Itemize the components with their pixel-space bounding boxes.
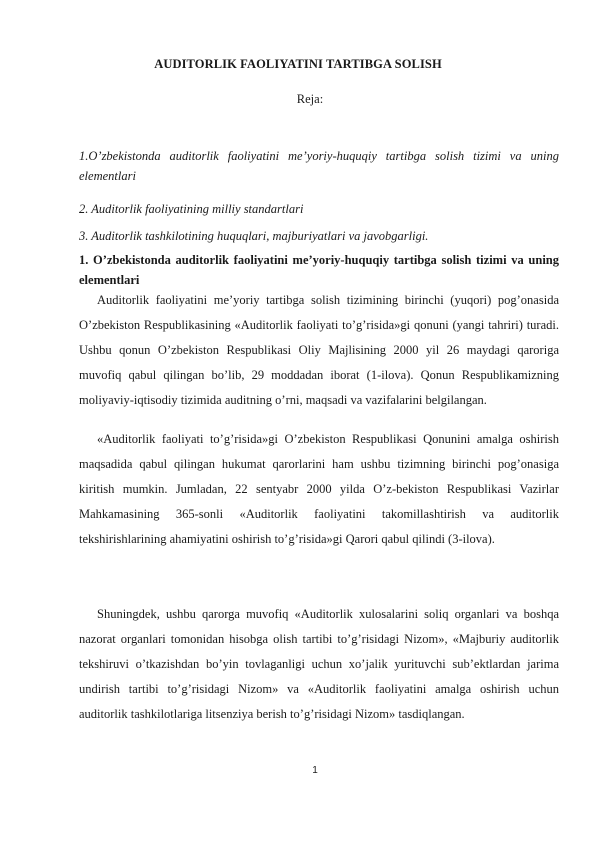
plan-heading: Reja: [296, 92, 324, 106]
body-paragraph-1: Auditorlik faoliyatini me’yoriy tartibga solish tizimining birinchi (yuqori) pog’onasida O’zbekiston Respublikasining «Auditorlik faoliyati to’g’risida»gi qonuni (yangi tahriri) turadi. Ushbu qonun O’zbekiston Respublikasi Oliy Majlisining 2000 yil 26 maydagi qaroriga muvofiq qabul qilingan bo’lib, 29 moddadan iborat (1-ilova). Qonun Respublikamizning moliyaviy-iqtisodiy tizimida auditning o’rni, maqsadi va vazifalarini belgilangan. [79, 293, 559, 407]
plan-item-1: 1.O’zbekistonda auditorlik faoliyatini me’yoriy-huquqiy tartibga solish tizimi va uning elementlari [79, 149, 559, 183]
plan-item-3: 3. Auditorlik tashkilotining huquqlari, majburiyatlari va javobgarligi. [79, 229, 429, 243]
section-heading: 1. O’zbekistonda auditorlik faoliyatini me’yoriy-huquqiy tartibga solish tizimi va uning elementlari [79, 253, 559, 287]
body-paragraph-2: «Auditorlik faoliyati to’g’risida»gi O’zbekiston Respublikasi Qonunini amalga oshirish maqsadida qabul qilingan hukumat qarorlarini ham ushbu tizimning birinchi pog’onasiga kiritish mumkin. Jumladan, 22 sentyabr 2000 yilda O’z-bekiston Respublikasi Vazirlar Mahkamasining 365-sonli «Auditorlik faoliyatini takomillashtirish va auditorlik tekshirishlarining ahamiyatini oshirish to’g’risida»gi Qarori qabul qilindi (3-ilova). [79, 432, 559, 546]
page-number: 1 [312, 765, 318, 776]
body-paragraph-3: Shuningdek, ushbu qarorga muvofiq «Auditorlik xulosalarini soliq organlari va boshqa nazorat organlari tomonidan hisobga olish tartibi to’g’risidagi Nizom», «Majburiy auditorlik tekshiruvi o’tkazishdan bo’yin tovlaganligi uchun xo’jalik yurituvchi sub’ektlardan jarima undirish tartibi to’g’risidagi Nizom» va «Auditorlik faoliyatini amalga oshirish uchun auditorlik tashkilotlariga litsenziya berish to’g’risidagi Nizom» tasdiqlangan. [79, 607, 559, 721]
document-title: AUDITORLIK FAOLIYATINI TARTIBGA SOLISH [154, 57, 442, 71]
plan-item-2: 2. Auditorlik faoliyatining milliy standartlari [79, 202, 304, 216]
